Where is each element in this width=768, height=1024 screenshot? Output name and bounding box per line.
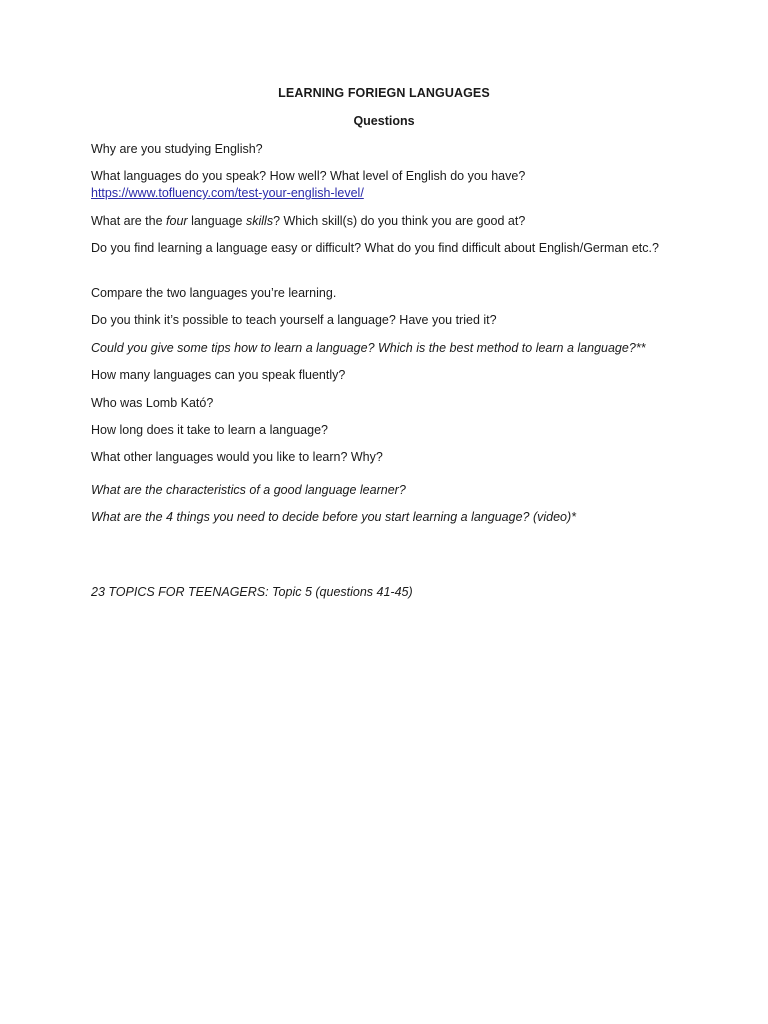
question-4: Do you find learning a language easy or difficult? What do you find difficult about English/German etc.?	[91, 241, 659, 255]
question-6: Do you think it’s possible to teach yourself a language? Have you tried it?	[91, 313, 497, 327]
question-3-part-e: ? Which skill(s) do you think you are good at?	[273, 214, 526, 228]
question-3-skills: skills	[245, 214, 274, 228]
question-13: What are the 4 things you need to decide before you start learning a language? (video)*	[91, 510, 577, 524]
document-title: LEARNING FORIEGN LANGUAGES	[278, 86, 490, 100]
question-3-part-a: What are the	[91, 214, 167, 228]
question-10: How long does it take to learn a language?	[91, 423, 328, 437]
question-3-four: four	[166, 214, 188, 228]
question-9: Who was Lomb Kató?	[91, 396, 214, 410]
question-2-text: What languages do you speak? How well? What level of English do you have?	[91, 169, 526, 183]
question-3-part-c: language	[187, 214, 246, 228]
question-1: Why are you studying English?	[91, 142, 263, 156]
question-8: How many languages can you speak fluently?	[91, 368, 346, 382]
question-7: Could you give some tips how to learn a language? Which is the best method to learn a language?**	[91, 341, 646, 355]
footer-note: 23 TOPICS FOR TEENAGERS: Topic 5 (questions 41-45)	[91, 585, 413, 599]
question-3	[91, 213, 681, 230]
question-5: Compare the two languages you’re learning.	[91, 286, 337, 300]
question-2	[91, 168, 681, 202]
document-subtitle: Questions	[353, 114, 415, 128]
english-level-test-link[interactable]: https://www.tofluency.com/test-your-english-level/	[91, 186, 364, 200]
question-12: What are the characteristics of a good language learner?	[91, 483, 406, 497]
question-11: What other languages would you like to learn? Why?	[91, 450, 383, 464]
